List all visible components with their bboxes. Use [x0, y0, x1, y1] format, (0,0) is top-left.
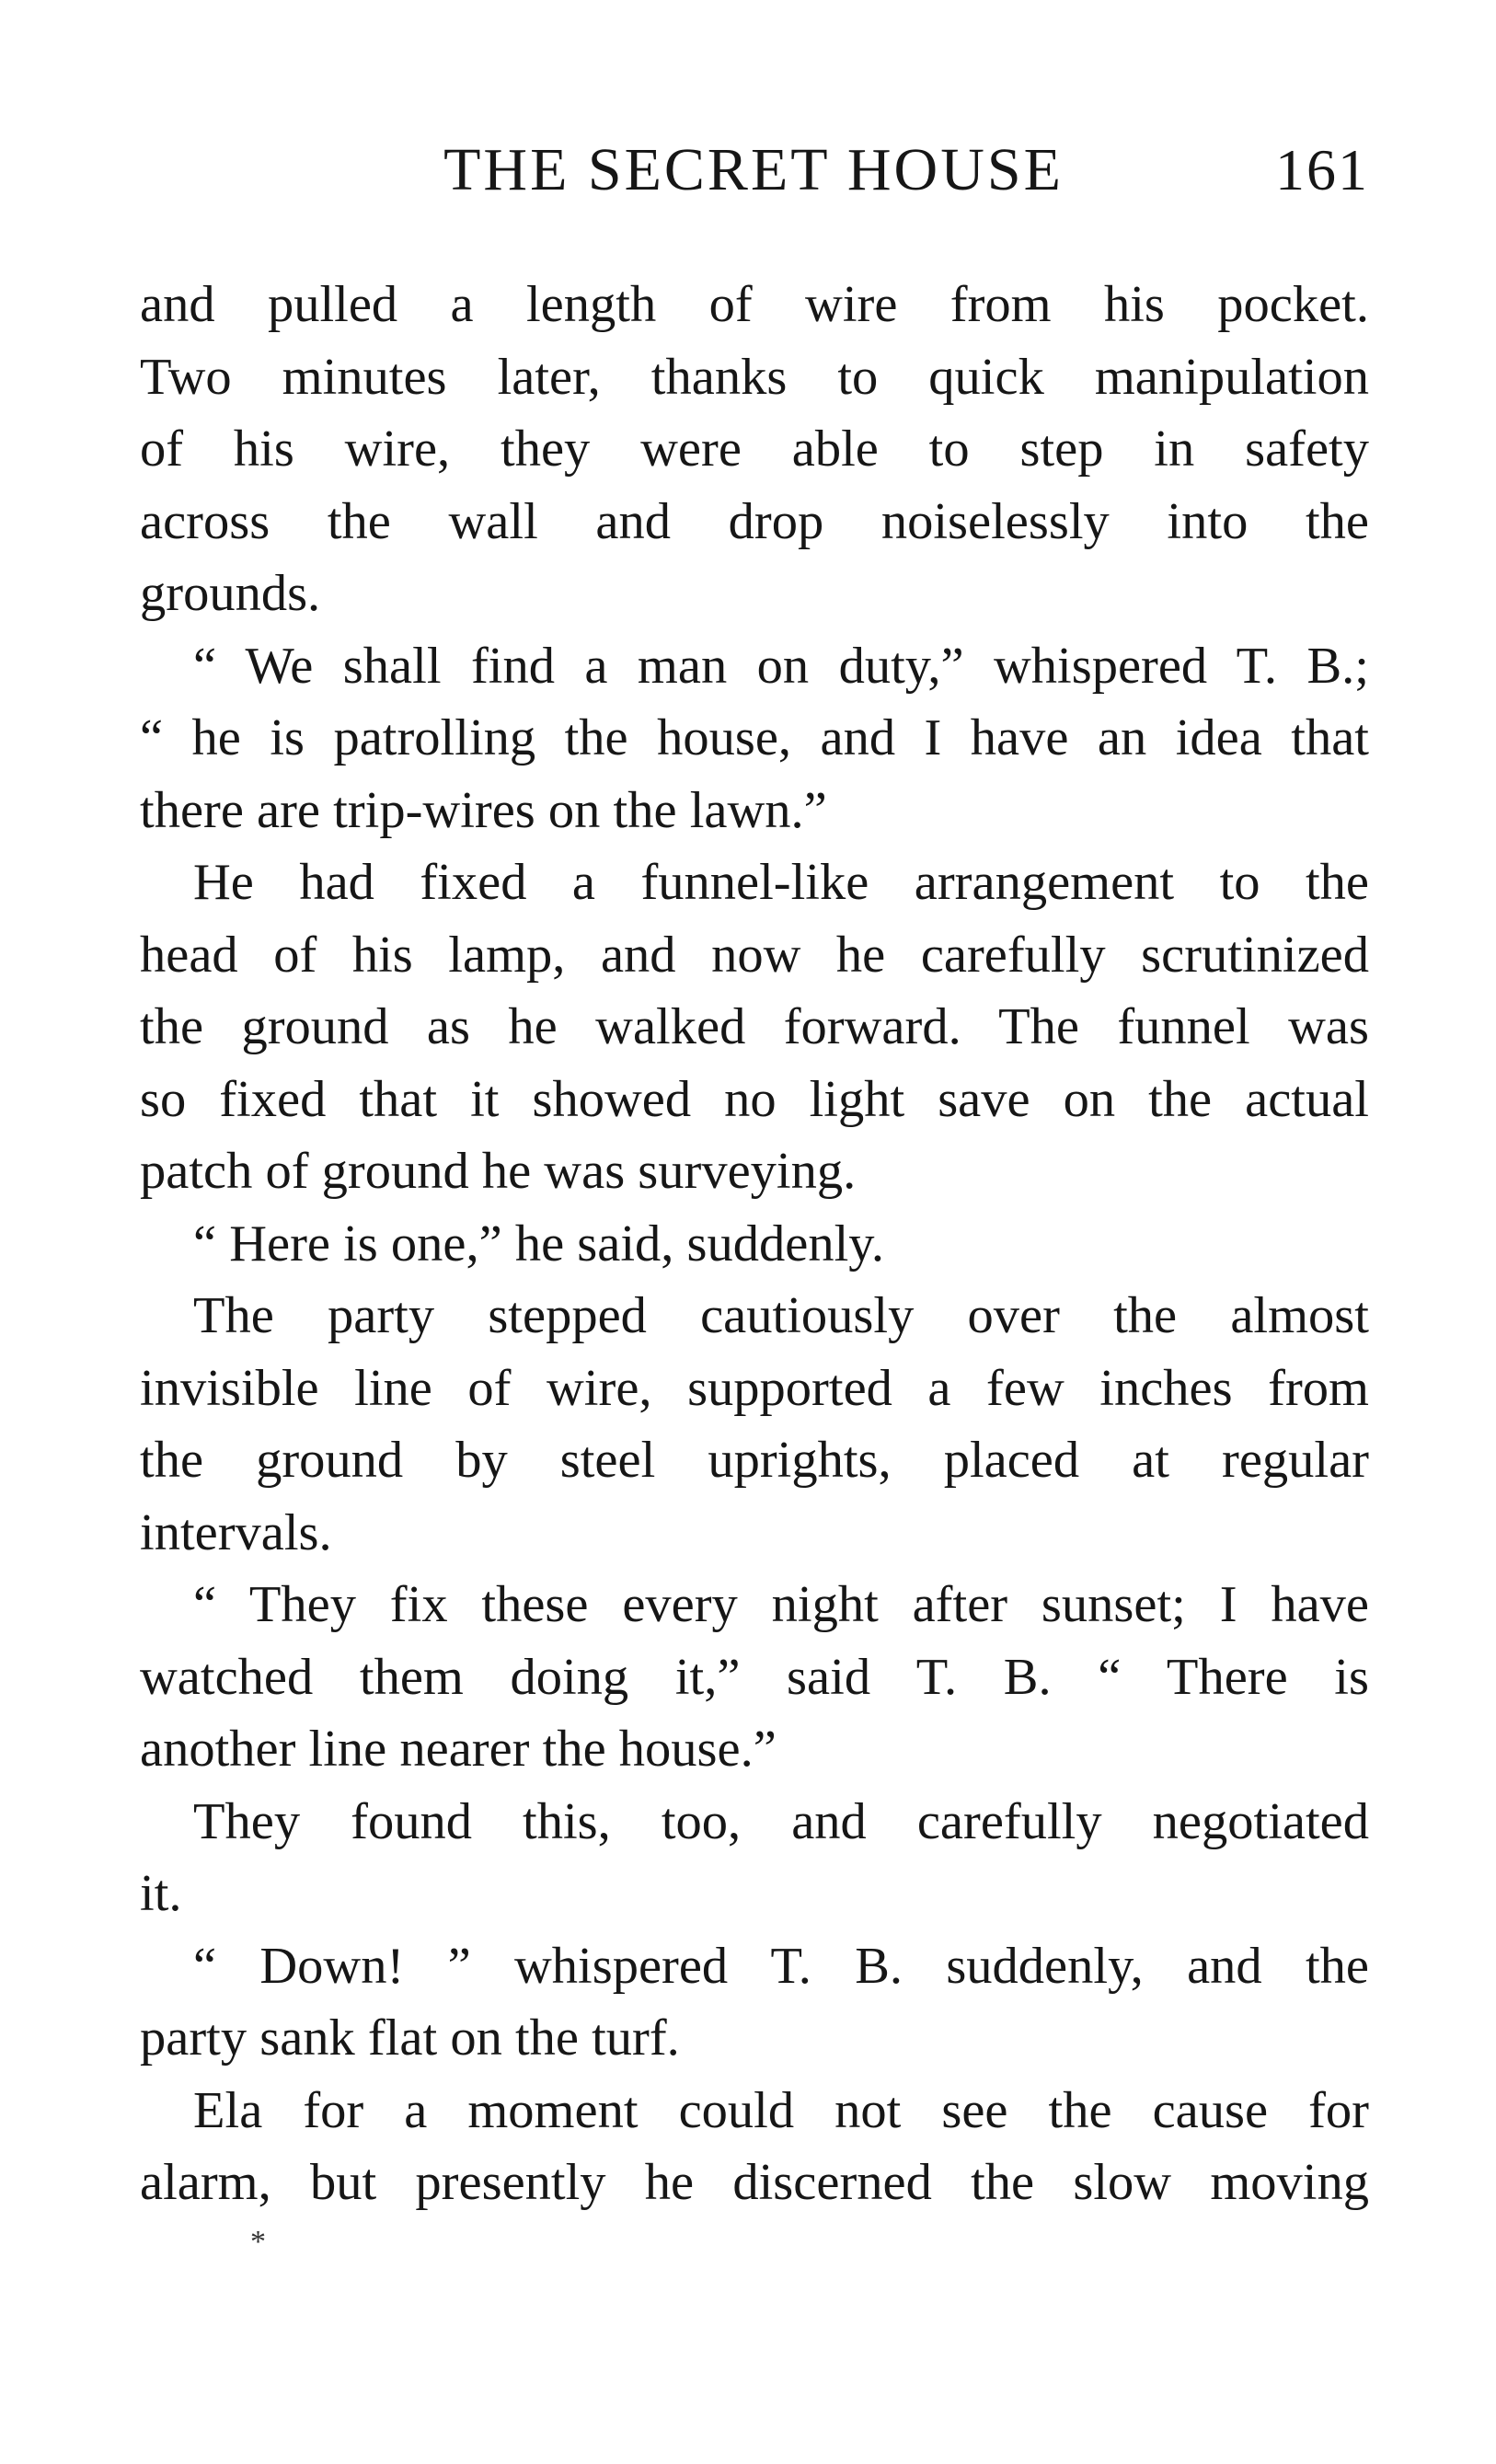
body-text	[140, 269, 1369, 2219]
text-line: watched them doing it,” said T. B. “ There is	[140, 1648, 1369, 1706]
text-line: another line nearer the house.”	[140, 1721, 777, 1778]
text-line: intervals.	[140, 1503, 332, 1561]
running-head	[138, 138, 1369, 202]
paragraph	[140, 1280, 1369, 1569]
paragraph	[140, 846, 1369, 1208]
text-line: “ Down! ” whispered T. B. suddenly, and the	[193, 1937, 1369, 1995]
paragraph	[140, 1208, 1369, 1281]
text-line: it.	[140, 1865, 182, 1922]
text-line: Two minutes later, thanks to quick manipulation	[140, 348, 1369, 406]
text-line: Ela for a moment could not see the cause for	[193, 2081, 1369, 2139]
paragraph	[140, 630, 1369, 847]
text-line: the ground by steel uprights, placed at regular	[140, 1432, 1369, 1489]
text-line: there are trip-wires on the lawn.”	[140, 781, 827, 839]
text-line: head of his lamp, and now he carefully scrutinized	[140, 926, 1369, 984]
paragraph	[140, 1569, 1369, 1786]
text-line: grounds.	[140, 565, 321, 622]
text-line: “ he is patrolling the house, and I have an idea that	[140, 709, 1369, 766]
text-line: The party stepped cautiously over the almost	[193, 1287, 1369, 1344]
text-line: party sank flat on the turf.	[140, 2009, 680, 2067]
paragraph	[140, 2075, 1369, 2219]
text-line: of his wire, they were able to step in safety	[140, 420, 1369, 478]
text-line: He had fixed a funnel-like arrangement to the	[193, 854, 1369, 911]
text-line: and pulled a length of wire from his pocket.	[140, 276, 1369, 333]
text-line: “ They fix these every night after sunset; I have	[193, 1576, 1369, 1633]
paragraph	[140, 1786, 1369, 1930]
text-line: across the wall and drop noiselessly into the	[140, 492, 1369, 550]
text-line: so fixed that it showed no light save on the actual	[140, 1070, 1369, 1128]
text-line: “ We shall find a man on duty,” whispered T. B.;	[193, 637, 1369, 695]
running-title: THE SECRET HOUSE	[443, 136, 1064, 203]
text-line: They found this, too, and carefully negotiated	[193, 1792, 1369, 1850]
text-line: alarm, but presently he discerned the slow moving	[140, 2154, 1369, 2211]
text-line: invisible line of wire, supported a few inches from	[140, 1359, 1369, 1417]
paragraph	[140, 269, 1369, 630]
paragraph	[140, 1930, 1369, 2075]
text-line: “ Here is one,” he said, suddenly.	[193, 1215, 884, 1272]
signature-mark: *	[250, 2225, 266, 2259]
page-number: 161	[1275, 137, 1369, 202]
text-line: patch of ground he was surveying.	[140, 1143, 857, 1200]
text-line: the ground as he walked forward. The funnel was	[140, 998, 1369, 1055]
